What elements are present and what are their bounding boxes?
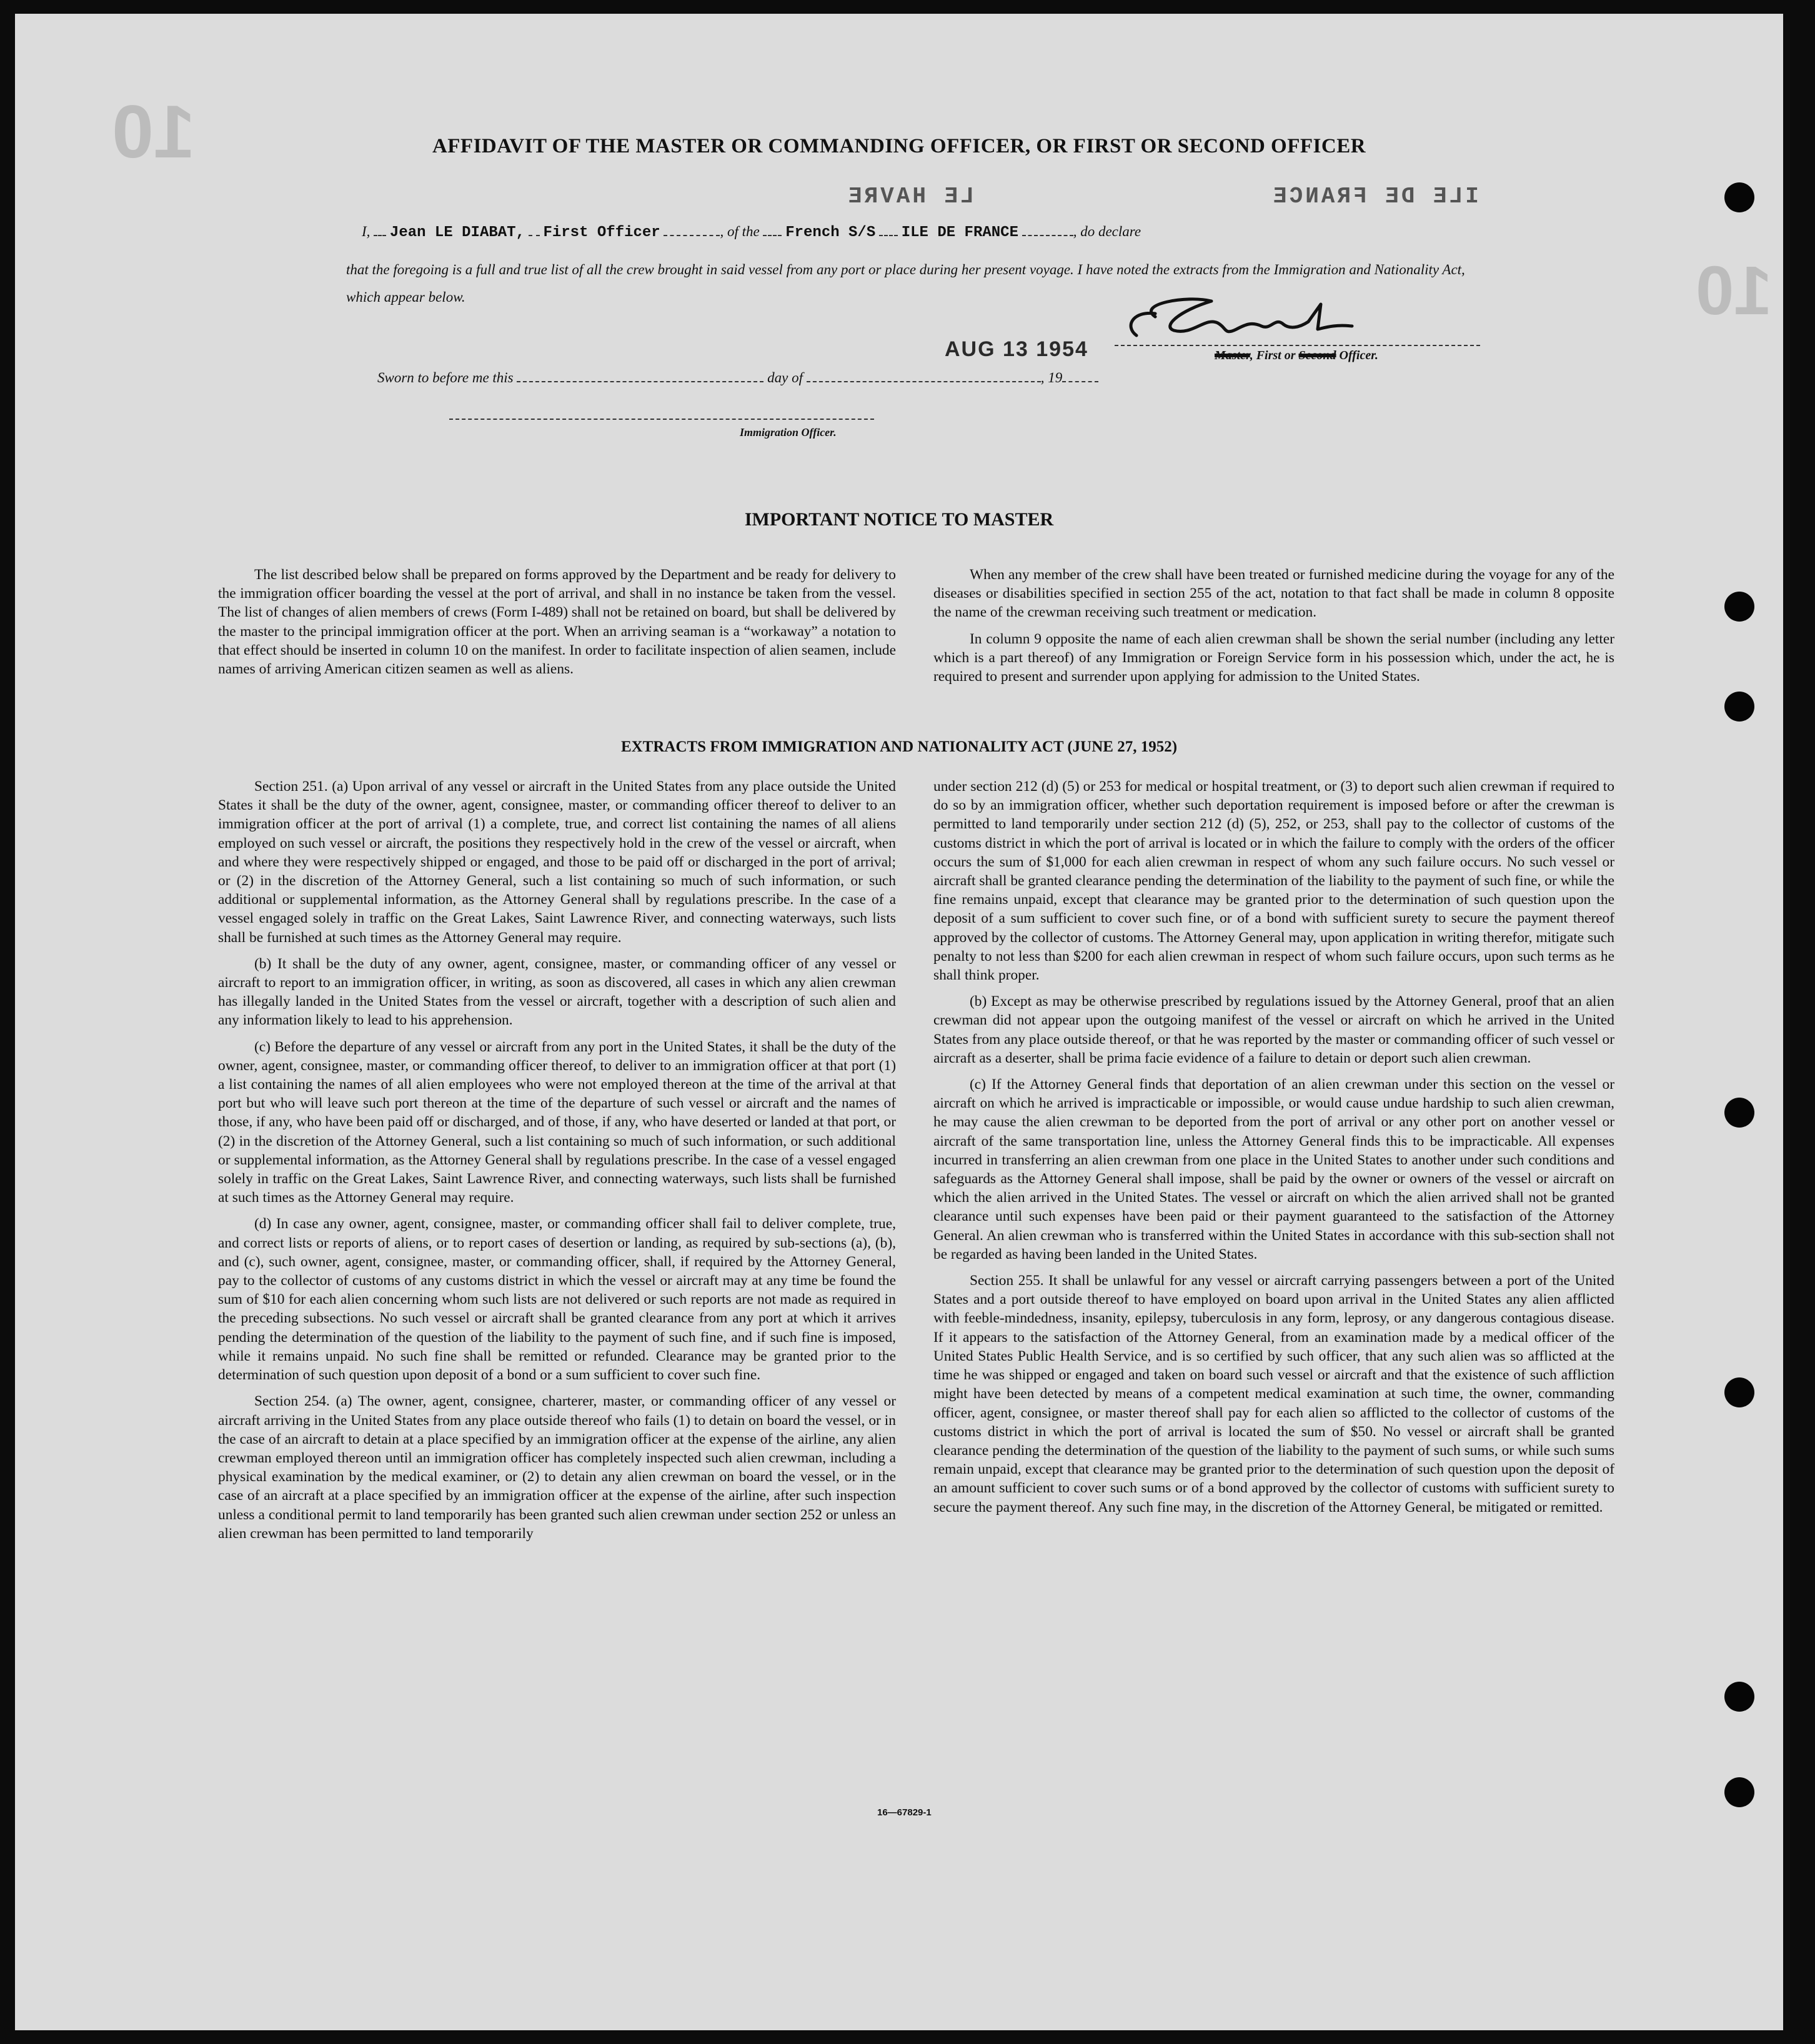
sworn-prefix: Sworn to before me this	[377, 370, 514, 385]
officer-name: Jean LE DIABAT,	[389, 224, 525, 241]
notice-paragraph: In column 9 opposite the name of each alien crewman shall be shown the serial number (including any letter which is a part thereof) of any Immigration or Foreign Service form in his possession which, under the act, he is required to present and surrender upon applying for admission to the United States.	[933, 630, 1614, 685]
port-stamp: LE HAVRE	[846, 184, 974, 209]
section-251-a: Section 251. (a) Upon arrival of any vessel or aircraft in the United States from any place outside the United States it shall be the duty of the owner, agent, consignee, master, or commanding officer thereof to deliver to an immigration officer at the port of arrival (1) a complete, true, and correct list containing the names of all aliens employed on such vessel or aircraft, the positions they respectively hold in the crew of the vessel or aircraft, when and where they were respectively shipped or engaged, and those to be paid off or discharged in the port of arrival; or (2) in the discretion of the Attorney General, such a list containing so much of such information, or such additional or supplemental information, as the Attorney General shall by regulations prescribe. In the case of a vessel engaged solely in traffic on the Great Lakes, Saint Lawrence River, and connecting waterways, such lists shall be furnished at such times as the Attorney General may require.	[218, 778, 896, 946]
signature	[1111, 292, 1399, 348]
ship-nationality: French S/S	[785, 224, 876, 241]
form-number: 16—67829-1	[877, 1807, 932, 1818]
immigration-officer-label: Immigration Officer.	[740, 426, 837, 439]
binder-hole	[1724, 692, 1754, 722]
section-255: Section 255. It shall be unlawful for any vessel or aircraft carrying passengers between a port of the United States and a port outside thereof to have employed on board upon arrival in the United States any alien afflicted with feeble-mindedness, insanity, epilepsy, tuberculosis in any form, leprosy, or any dangerous contagious disease. If it appears to the satisfaction of the Attorney General, from an examination made by a medical officer of the United States Public Health Service, and is so certified by such officer, that any such alien was so afflicted at the time he was shipped or engaged and taken on board such vessel or aircraft and that the existence of such affliction might have been detected by means of a competent medical examination at such time, the owner, commanding officer, agent, consignee, or master thereof shall pay for each alien so afflicted to the collector of customs of the customs district in which the port of arrival is located the sum of $50. No vessel or aircraft shall be granted clearance pending the determination of the question of the liability to the payment of such sums, or while such sums remain unpaid, except that clearance may be granted prior to the determination of such question upon the deposit of an amount sufficient to cover such sums or of a bond approved by the collector of customs with sufficient surety to secure the payment thereof. Any such fine may, in the discretion of the Attorney General, be mitigated or remitted.	[933, 1273, 1614, 1516]
binder-hole	[1724, 1098, 1754, 1128]
binder-hole	[1724, 1777, 1754, 1807]
binder-hole	[1724, 1377, 1754, 1407]
sworn-line	[377, 370, 1098, 386]
day-of-label: day of	[767, 370, 803, 385]
affidavit-prefix: I,	[362, 224, 370, 239]
officer-rank: First Officer	[543, 224, 660, 241]
section-251-b: (b) It shall be the duty of any owner, agent, consignee, master, or commanding officer of any vessel or aircraft to report to an immigration officer, in writing, as soon as discovered, all cases in which any alien crewman has illegally landed in the United States from the vessel or aircraft, together with a description of such alien and any information likely to lead to his apprehension.	[218, 955, 896, 1029]
notice-paragraph: When any member of the crew shall have been treated or furnished medicine during the voyage for any of the diseases or disabilities specified in section 255 of the act, notation to that fact shall be made in column 8 opposite the name of the crewman receiving such treatment or medication.	[933, 567, 1614, 621]
affidavit-line	[362, 224, 1141, 241]
notice-right-column	[933, 565, 1614, 686]
notice-left-column	[218, 565, 896, 678]
binder-hole	[1724, 592, 1754, 622]
document-page	[15, 14, 1783, 2030]
date-stamp: AUG 13 1954	[945, 337, 1088, 361]
bleed-mark-10: 10	[112, 90, 196, 174]
binder-hole	[1724, 182, 1754, 212]
year-label: , 19	[1040, 370, 1063, 385]
ship-name: ILE DE FRANCE	[901, 224, 1018, 241]
section-251-d: (d) In case any owner, agent, consignee, master, or commanding officer shall fail to deliver complete, true, and correct lists or reports of aliens, or to report cases of desertion or landing, as required by sub-sections (a), (b), and (c), such owner, agent, consignee, master, or commanding officer, shall, if required by the Attorney General, pay to the collector of customs of any customs district in which the vessel or aircraft may at any time be found the sum of $10 for each alien concerning whom such lists are not delivered or such reports are not made as required in the preceding subsections. No such vessel or aircraft shall be granted clearance from any port at which it arrives pending the determination of the question of the liability to the payment of such fine, and if such fine is imposed, while it remains unpaid. No such fine shall be remitted or refunded. Clearance may be granted prior to the determination of such question upon deposit of a bond or a sum sufficient to cover such fine.	[218, 1216, 896, 1384]
ship-stamp: ILE DE FRANCE	[1271, 184, 1479, 209]
extracts-right-column	[933, 777, 1614, 1517]
declaration-text: that the foregoing is a full and true list of all the crew brought in said vessel from any port or place during her present voyage. I have noted the extracts from the Immigration and Nationality Act, which appear below.	[346, 262, 1465, 305]
binder-hole	[1724, 1682, 1754, 1712]
page-title: AFFIDAVIT OF THE MASTER OR COMMANDING OFFICER, OR FIRST OR SECOND OFFICER	[432, 135, 1366, 157]
of-the-label: , of the	[720, 224, 760, 239]
do-declare-label: , do declare	[1073, 224, 1141, 239]
section-254-b: (b) Except as may be otherwise prescribed by regulations issued by the Attorney General, proof that an alien crewman did not appear upon the outgoing manifest of the vessel or aircraft on which he arrived in the United States from any place outside thereof, or that he was reported by the master or commanding officer of such vessel or aircraft as a deserter, shall be prima facie evidence of a failure to detain or deport such alien crewman.	[933, 993, 1614, 1066]
extracts-heading: EXTRACTS FROM IMMIGRATION AND NATIONALITY ACT (JUNE 27, 1952)	[620, 738, 1178, 755]
notice-paragraph: The list described below shall be prepared on forms approved by the Department and be ready for delivery to the immigration officer boarding the vessel at the port of arrival, and shall in no instance be taken from the vessel. The list of changes of alien members of crews (Form I-489) shall not be retained on board, but shall be delivered by the master to the principal immigration officer at the port. When an arriving seaman is a “workaway” a notation to that effect should be inserted in column 10 on the manifest. In order to facilitate inspection of alien seamen, include names of arriving American citizen seamen as well as aliens.	[218, 567, 896, 678]
signature-line	[1115, 345, 1480, 346]
immigration-officer-line	[449, 419, 874, 420]
section-251-c: (c) Before the departure of any vessel or aircraft from any port in the United States, it shall be the duty of the owner, agent, consignee, master, or commanding officer thereof, to deliver to an immigration officer at that port (1) a list containing the names of all alien employees who were not employed thereon at the time of the arrival at that port but who will leave such port thereon at the time of the departure of such vessel or aircraft and the names of those, if any, who have been paid off or discharged, and of those, if any, who have deserted or landed at that port, or (2) in the discretion of the Attorney General, such a list containing so much of such information, or such additional or supplemental information, as the Attorney General shall by regulations prescribe. In the case of a vessel engaged solely in traffic on the Great Lakes, Saint Lawrence River, and connecting waterways, such lists shall be furnished at such times as the Attorney General may require.	[218, 1038, 896, 1206]
section-254-c: (c) If the Attorney General finds that deportation of an alien crewman under this section on the vessel or aircraft on which he arrived is impracticable or impossible, or would cause undue hardship to such alien crewman, he may cause the alien crewman to be deported from the port of arrival or any other port on another vessel or aircraft of the same transportation line, unless the Attorney General finds this to be impracticable. All expenses incurred in transferring an alien crewman from one place in the United States to another under such conditions and safeguards as the Attorney General shall impose, shall be paid by the owner or owners of the vessel or aircraft on which the alien arrived in the United States. The vessel or aircraft on which the alien arrived shall not be granted clearance until such expenses have been paid or their payment guaranteed to the satisfaction of the Attorney General. An alien crewman who is transferred within the United States in accordance with this sub-section shall not be regarded as having been landed in the United States.	[933, 1076, 1614, 1263]
extracts-left-column	[218, 777, 896, 1543]
notice-heading: IMPORTANT NOTICE TO MASTER	[744, 509, 1054, 530]
officer-title: Master, First or Second Officer.	[1215, 349, 1378, 362]
section-254-a: Section 254. (a) The owner, agent, consignee, charterer, master, or commanding officer of any vessel or aircraft arriving in the United States from any place outside thereof who fails (1) to detain on board the vessel, or in the case of an aircraft to detain at a place specified by an immigration officer at the expense of the airline, any alien crewman employed thereon until an immigration officer has completely inspected such alien crewman, including a physical examination by the medical examiner, or (2) to detain any alien crewman on board the vessel, or in the case of an aircraft at a place specified by an immigration officer at the expense of the airline, after such inspection unless a conditional permit to land temporarily has been granted such alien crewman under section 252 or unless an alien crewman has been permitted to land temporarily	[218, 1393, 896, 1542]
section-254-a-cont: under section 212 (d) (5) or 253 for medical or hospital treatment, or (3) to deport such alien crewman if required to do so by an immigration officer, whether such deportation requirement is imposed before or after the crewman is permitted to land temporarily under section 212 (d) (5), 252, or 253, shall pay to the collector of customs of the customs district in which the port of arrival is located or in which the failure to comply with the orders of the officer occurs the sum of $1,000 for each alien crewman in respect of whom any such failure occurs. No such vessel or aircraft shall be granted clearance pending the determination of the liability to the payment of such fine, or while the fine remains unpaid, except that clearance may be granted prior to the determination of such question upon the deposit of a sum sufficient to cover such fine, or of a bond with sufficient surety to secure the payment thereof approved by the collector of customs. The Attorney General may, upon application in writing therefor, mitigate such penalty to not less than $200 for each alien crewman in respect of whom such failure occurs, upon such terms as he shall think proper.	[933, 778, 1614, 984]
bleed-mark-right: 10	[1696, 252, 1773, 329]
